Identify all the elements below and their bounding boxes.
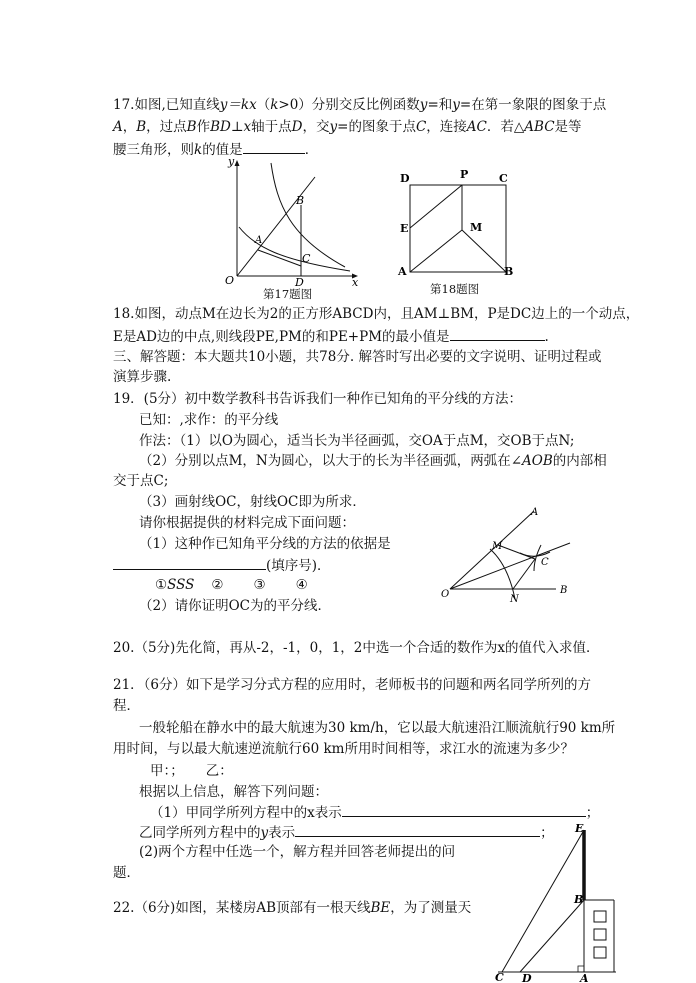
fig17-label-D: D — [295, 276, 304, 289]
q21-line3: 一般轮船在静水中的最大航速为30 km/h，它以最大航速沿江顺流航行90 km所 — [139, 720, 616, 736]
fig17-label-A: A — [255, 235, 263, 246]
q22-line1: 22.（6分)如图，某楼房AB顶部有一根天线BE，为了测量天 — [113, 900, 472, 916]
fig17-label-y: y — [228, 155, 235, 168]
q18-line2: E是AD边的中点,则线段PE,PM的和PE+PM的最小值是 . — [113, 329, 549, 345]
fig22-label-C: C — [495, 971, 504, 983]
q20-line1: 20.（5分)先化简，再从-2，-1，0，1，2中选一个合适的数作为x的值代入求值． — [113, 640, 600, 656]
fig19-label-B: B — [560, 585, 568, 596]
q17-line2: A，B，过点B作BD⊥x轴于点D，交y=的图象于点C，连接AC．若△ABC是等 — [113, 119, 582, 135]
q21-line8: 乙同学所列方程中的y表示 ； — [139, 825, 554, 841]
q19-line4: （2）分别以点M，N为圆心，以大于的长为半径画弧，两弧在∠AOB的内部相 — [139, 453, 607, 469]
q19-line7: 请你根据提供的材料完成下面问题： — [139, 515, 355, 531]
fig19-label-M: M — [492, 541, 503, 552]
fig19-label-O: O — [441, 589, 450, 600]
fig18-label-B: B — [504, 265, 514, 278]
q21-line2: 程． — [113, 698, 140, 714]
section3-heading-line2: 演算步骤. — [113, 369, 172, 385]
figure-18 — [396, 165, 521, 280]
q19-line1: 19．(5分）初中数学教科书告诉我们一种作已知角的平分线的方法： — [113, 391, 523, 407]
fig19-label-C: C — [541, 557, 549, 568]
q21-line5: 甲：； 乙： — [150, 763, 233, 779]
figure-19 — [438, 503, 578, 603]
q19-line3: 作法：（1）以O为圆心，适当长为半径画弧，交OA于点M，交OB于点N; — [139, 433, 575, 449]
fig18-label-C: C — [499, 172, 508, 185]
q18-line1: 18.如图，动点M在边长为2的正方形ABCD内，且AM⊥BM，P是DC边上的一个动点， — [113, 306, 640, 322]
q19-options: ①SSS ② ③ ④ — [155, 577, 308, 593]
fig18-label-M: M — [470, 221, 483, 234]
fig22-label-D: D — [522, 972, 532, 983]
figure-17-caption: 第17题图 — [263, 287, 313, 301]
section3-heading-line1: 三、解答题：本大题共10小题，共78分. 解答时写出必要的文字说明、证明过程或 — [113, 349, 602, 365]
figure-18-caption: 第18题图 — [430, 282, 480, 296]
fig17-label-B: B — [296, 194, 305, 207]
q21-line9: (2)两个方程中任选一个，解方程并回答老师提出的问 — [139, 844, 456, 860]
q17-line3: 腰三角形，则k的值是 ． — [113, 142, 319, 158]
answer-blank-17[interactable] — [243, 140, 305, 154]
figure-22 — [490, 820, 620, 983]
answer-blank-21a[interactable] — [342, 803, 586, 817]
fig22-label-E: E — [575, 822, 584, 835]
q19-line9: (填序号)． — [113, 556, 331, 575]
q19-line5: 交于点C; — [113, 473, 169, 489]
answer-blank-19[interactable] — [113, 556, 266, 570]
q21-line10: 题． — [113, 865, 140, 881]
fig18-label-E: E — [400, 222, 409, 235]
q19-line6: （3）画射线OC，射线OC即为所求． — [139, 494, 366, 510]
fig18-label-D: D — [400, 172, 410, 185]
q17-line1: 17.如图,已知直线y＝kx（k>0）分别交反比例函数y=和y=在第一象限的图象于点 — [113, 97, 607, 113]
fig22-label-A: A — [580, 972, 589, 983]
fig17-label-x: x — [352, 276, 359, 289]
q19-line8: （1）这种作已知角平分线的方法的依据是 — [139, 536, 391, 552]
q19-line2: 已知：,求作：的平分线 — [139, 412, 279, 428]
fig17-label-O: O — [225, 274, 235, 287]
q21-line4: 用时间，与以最大航速逆流航行60 km所用时间相等，求江水的流速为多少？ — [113, 741, 574, 757]
figure-17 — [215, 155, 365, 289]
fig17-label-C: C — [302, 252, 311, 265]
q19-line11: （2）请你证明OC为的平分线． — [139, 598, 331, 614]
q21-line1: 21．（6分）如下是学习分式方程的应用时，老师板书的问题和两名同学所列的方 — [113, 677, 592, 693]
fig18-label-A: A — [398, 265, 407, 278]
answer-blank-18[interactable] — [450, 327, 545, 341]
q21-line6: 根据以上信息，解答下列问题： — [139, 784, 328, 800]
q21-line7: （1）甲同学所列方程中的x表示 ； — [150, 805, 600, 821]
fig22-label-B: B — [574, 893, 584, 906]
fig19-label-A: A — [531, 507, 539, 518]
fig19-label-N: N — [510, 594, 519, 605]
fig18-label-P: P — [460, 168, 469, 181]
